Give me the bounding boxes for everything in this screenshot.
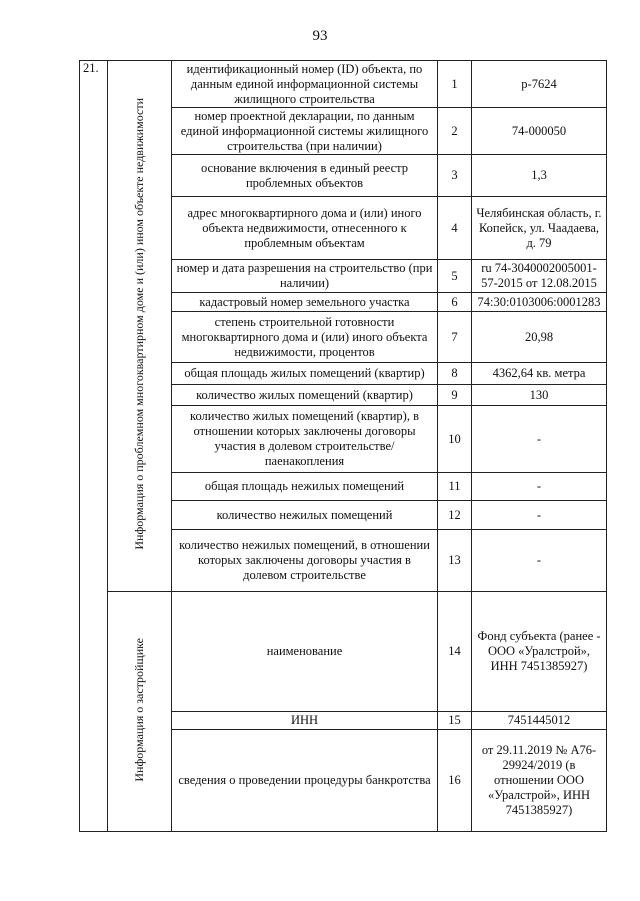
row-label: адрес многоквартирного дома и (или) иного объекта недвижимости, отнесенного к проблемным объектам (172, 197, 438, 260)
table-row (80, 61, 607, 108)
row-value: 130 (472, 385, 607, 406)
row-number: 13 (438, 530, 472, 592)
row-number: 14 (438, 592, 472, 712)
row-number: 15 (438, 712, 472, 730)
row-value: от 29.11.2019 № А76-29924/2019 (в отношении ООО «Уралстрой», ИНН 7451385927) (472, 730, 607, 832)
row-label: общая площадь жилых помещений (квартир) (172, 363, 438, 385)
row-label: кадастровый номер земельного участка (172, 293, 438, 312)
row-number: 5 (438, 260, 472, 293)
object-info-table (79, 60, 607, 832)
row-value: 7451445012 (472, 712, 607, 730)
row-label: количество нежилых помещений (172, 501, 438, 530)
row-label: количество жилых помещений (квартир) (172, 385, 438, 406)
row-value: 20,98 (472, 312, 607, 363)
row-label: степень строительной готовности многоквартирного дома и (или) иного объекта недвижимости, процентов (172, 312, 438, 363)
row-label: общая площадь нежилых помещений (172, 473, 438, 501)
section-developer-label: Информация о застройщике (132, 637, 146, 782)
row-value: 1,3 (472, 155, 607, 197)
row-value: ru 74-3040002005001-57-2015 от 12.08.2015 (472, 260, 607, 293)
row-value: - (472, 501, 607, 530)
row-label: количество жилых помещений (квартир), в отношении которых заключены договоры участия в долевом строительстве/паенакопления (172, 406, 438, 473)
row-value: - (472, 473, 607, 501)
section-developer-info (108, 592, 172, 832)
row-number: 6 (438, 293, 472, 312)
row-value: - (472, 406, 607, 473)
row-label: количество нежилых помещений, в отношении которых заключены договоры участия в долевом строительстве (172, 530, 438, 592)
row-number: 11 (438, 473, 472, 501)
row-number: 16 (438, 730, 472, 832)
row-label: номер проектной декларации, по данным единой информационной системы жилищного строительства (при наличии) (172, 108, 438, 155)
row-number: 7 (438, 312, 472, 363)
row-label: идентификационный номер (ID) объекта, по данным единой информационной системы жилищного строительства (172, 61, 438, 108)
row-number: 8 (438, 363, 472, 385)
row-number: 9 (438, 385, 472, 406)
row-value: 4362,64 кв. метра (472, 363, 607, 385)
row-label: сведения о проведении процедуры банкротства (172, 730, 438, 832)
row-number: 4 (438, 197, 472, 260)
row-value: Фонд субъекта (ранее - ООО «Уралстрой», ИНН 7451385927) (472, 592, 607, 712)
row-value: Челябинская область, г. Копейск, ул. Чаадаева, д. 79 (472, 197, 607, 260)
entry-number: 21. (80, 61, 108, 832)
row-value: 74:30:0103006:0001283 (472, 293, 607, 312)
section-object-info (108, 61, 172, 592)
page-number: 93 (312, 28, 328, 44)
table-row (80, 592, 607, 712)
row-value: - (472, 530, 607, 592)
row-number: 3 (438, 155, 472, 197)
row-value: р-7624 (472, 61, 607, 108)
row-number: 10 (438, 406, 472, 473)
section-object-label: Информация о проблемном многоквартирном доме и (или) ином объекте недвижимости (132, 98, 146, 550)
row-value: 74-000050 (472, 108, 607, 155)
row-number: 12 (438, 501, 472, 530)
row-number: 1 (438, 61, 472, 108)
row-number: 2 (438, 108, 472, 155)
row-label: номер и дата разрешения на строительство (при наличии) (172, 260, 438, 293)
row-label: основание включения в единый реестр проблемных объектов (172, 155, 438, 197)
row-label: ИНН (172, 712, 438, 730)
row-label: наименование (172, 592, 438, 712)
